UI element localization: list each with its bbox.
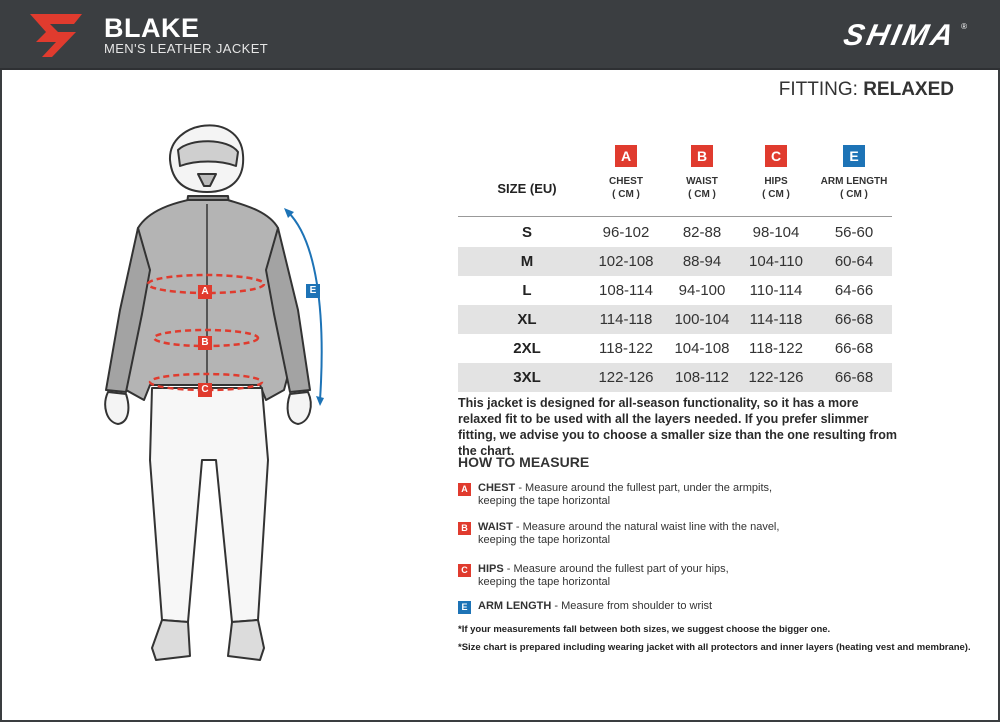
- fitting-prefix: FITTING:: [778, 79, 858, 100]
- measure-name: WAIST: [478, 521, 513, 533]
- col-unit: ( CM ): [762, 189, 790, 200]
- rider-figure: [80, 100, 370, 690]
- col-label: WAIST: [686, 176, 718, 187]
- badge-e: E: [458, 601, 471, 614]
- measure-text: - Measure from shoulder to wrist: [551, 600, 713, 612]
- column-waist: [662, 145, 742, 201]
- fitting-label: [779, 79, 954, 101]
- size-cell: L: [522, 282, 532, 299]
- hips-cell: 122-126: [748, 369, 804, 386]
- chest-cell: 96-102: [602, 224, 650, 241]
- registered-mark: ®: [961, 22, 967, 31]
- chest-cell: 118-122: [599, 340, 653, 357]
- arm-cell: 64-66: [834, 282, 874, 299]
- fitting-value: RELAXED: [863, 79, 954, 100]
- badge-c: C: [458, 564, 471, 577]
- table-row: [458, 334, 892, 363]
- table-row: [458, 363, 892, 392]
- measure-item-chest: [458, 482, 938, 508]
- col-label: HIPS: [764, 176, 788, 187]
- badge-a: A: [458, 483, 471, 496]
- table-divider: [458, 216, 892, 217]
- arm-cell: 66-68: [834, 369, 874, 386]
- size-cell: 3XL: [513, 369, 541, 386]
- header-bar: [0, 0, 1000, 70]
- hips-cell: 110-114: [749, 282, 803, 299]
- measure-text: - Measure around the fullest part of your hips,: [503, 563, 729, 575]
- col-unit: ( CM ): [612, 189, 640, 200]
- column-arm-length: [814, 145, 894, 201]
- how-to-measure-title: HOW TO MEASURE: [458, 454, 590, 470]
- measure-text-2: keeping the tape horizontal: [478, 495, 611, 507]
- size-cell: S: [521, 224, 532, 241]
- arm-cell: 66-68: [834, 311, 874, 328]
- waist-cell: 100-104: [674, 311, 730, 328]
- col-unit: ( CM ): [840, 189, 868, 200]
- product-name: BLAKE: [104, 13, 200, 43]
- size-header: SIZE (EU): [497, 181, 557, 196]
- chest-cell: 114-118: [599, 311, 653, 328]
- measure-name: ARM LENGTH: [478, 600, 552, 612]
- size-cell: XL: [517, 311, 537, 328]
- hips-cell: 118-122: [749, 340, 803, 357]
- table-row: [458, 305, 892, 334]
- col-label: CHEST: [609, 176, 643, 187]
- figure-marker-b: B: [198, 336, 212, 350]
- col-unit: ( CM ): [688, 189, 716, 200]
- column-chest: [586, 145, 666, 201]
- product-subtitle: MEN'S LEATHER JACKET: [104, 41, 269, 56]
- figure-marker-a: A: [198, 285, 212, 299]
- badge-e: E: [843, 145, 865, 167]
- badge-b: B: [458, 522, 471, 535]
- figure-marker-c: C: [198, 383, 212, 397]
- chest-cell: 102-108: [598, 253, 654, 270]
- measure-item-hips: [458, 563, 938, 589]
- note-between-sizes: *If your measurements fall between both sizes, we suggest choose the bigger one.: [458, 624, 831, 635]
- waist-cell: 104-108: [674, 340, 730, 357]
- hips-cell: 98-104: [752, 224, 800, 241]
- waist-cell: 82-88: [682, 224, 722, 241]
- waist-cell: 88-94: [682, 253, 722, 270]
- table-row: [458, 276, 892, 305]
- figure-marker-e: E: [306, 284, 320, 298]
- measure-text-2: keeping the tape horizontal: [478, 576, 611, 588]
- measure-text: - Measure around the natural waist line with the navel,: [512, 521, 780, 533]
- measure-name: CHEST: [478, 482, 516, 494]
- fit-description: This jacket is designed for all-season functionality, so it has a more relaxed fit to be used with all the layers needed. If you prefer slimmer fitting, we advise you to choose a smaller size than the one resulting from the chart.: [458, 396, 897, 458]
- arm-cell: 60-64: [834, 253, 874, 270]
- measure-text: - Measure around the fullest part, under the armpits,: [515, 482, 773, 494]
- chest-cell: 108-114: [599, 282, 653, 299]
- shima-s-logo-icon: [28, 12, 84, 58]
- chest-cell: 122-126: [598, 369, 654, 386]
- table-row: [458, 247, 892, 276]
- arm-cell: 66-68: [834, 340, 874, 357]
- measure-item-arm-length: [458, 600, 938, 613]
- column-hips: [736, 145, 816, 201]
- badge-b: B: [691, 145, 713, 167]
- measure-item-waist: [458, 521, 938, 547]
- measure-name: HIPS: [478, 563, 504, 575]
- hips-cell: 114-118: [749, 311, 803, 328]
- table-row: [458, 218, 892, 247]
- size-cell: 2XL: [513, 340, 541, 357]
- measure-text-2: keeping the tape horizontal: [478, 534, 611, 546]
- brand-logo: SHIMA: [840, 19, 960, 52]
- arm-cell: 56-60: [834, 224, 874, 241]
- hips-cell: 104-110: [749, 253, 803, 270]
- badge-a: A: [615, 145, 637, 167]
- waist-cell: 108-112: [675, 369, 729, 386]
- size-cell: M: [520, 253, 534, 270]
- col-label: ARM LENGTH: [820, 176, 888, 187]
- badge-c: C: [765, 145, 787, 167]
- waist-cell: 94-100: [678, 282, 726, 299]
- note-protectors: *Size chart is prepared including wearing jacket with all protectors and inner layers (heating vest and membrane).: [458, 642, 971, 653]
